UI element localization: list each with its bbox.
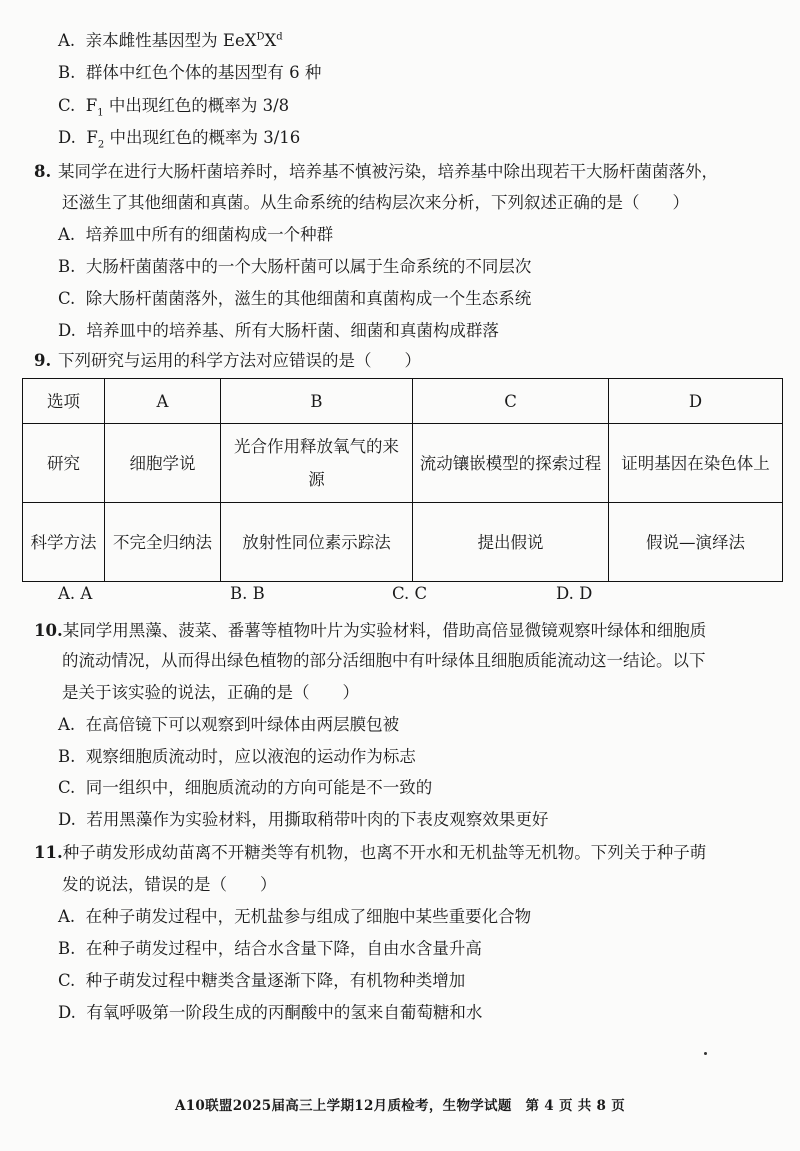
table-cell: 细胞学说: [105, 424, 221, 503]
table-cell: 研究: [23, 424, 105, 503]
table-cell: 选项: [23, 379, 105, 424]
table-cell: 流动镶嵌模型的探索过程: [413, 424, 609, 503]
q10-stem-cont: 是关于该实验的说法，正确的是（ ）: [62, 683, 359, 702]
table-cell: C: [413, 379, 609, 424]
q8-option-c: C. 除大肠杆菌菌落外，滋生的其他细菌和真菌构成一个生态系统: [58, 289, 532, 308]
q9-answer-c: C. C: [392, 584, 428, 603]
table-cell: 科学方法: [23, 503, 105, 582]
table-cell: A: [105, 379, 221, 424]
q7-option-d: D. $F_2$ 中出现红色的概率为 3/16: [58, 128, 301, 151]
q10-option-a: A. 在高倍镜下可以观察到叶绿体由两层膜包被: [58, 715, 400, 734]
table-row: [23, 424, 783, 503]
q9-answer-b: B. B: [230, 584, 265, 603]
q11-option-a: A. 在种子萌发过程中，无机盐参与组成了细胞中某些重要化合物: [58, 907, 532, 926]
q9-number: 9.: [34, 351, 52, 370]
q8-stem: 8. 某同学在进行大肠杆菌培养时，培养基不慎被污染，培养基中除出现若干大肠杆菌菌落外，: [34, 159, 718, 185]
page-footer: A10联盟2025届高三上学期12月质检考，生物学试题 第 4 页 共 8 页: [174, 1098, 626, 1114]
table-cell: 证明基因在染色体上: [609, 424, 783, 503]
q11-option-b: B. 在种子萌发过程中，结合水含量下降，自由水含量升高: [58, 939, 482, 958]
q9-stem: 9. 下列研究与运用的科学方法对应错误的是（ ）: [34, 348, 421, 374]
q8-stem-cont: 还滋生了其他细菌和真菌。从生命系统的结构层次来分析，下列叙述正确的是（ ）: [62, 193, 689, 212]
q8-option-b: B. 大肠杆菌菌落中的一个大肠杆菌可以属于生命系统的不同层次: [58, 257, 532, 276]
q11-option-d: D. 有氧呼吸第一阶段生成的丙酮酸中的氢来自葡萄糖和水: [58, 1003, 483, 1022]
q9-answer-a: A. A: [58, 584, 93, 603]
table-cell: 假说—演绎法: [609, 503, 783, 582]
q10-option-c: C. 同一组织中，细胞质流动的方向可能是不一致的: [58, 778, 433, 797]
q11-option-c: C. 种子萌发过程中糖类含量逐渐下降，有机物种类增加: [58, 971, 466, 990]
table-cell: 光合作用释放氧气的来源: [221, 424, 413, 503]
table-cell: B: [221, 379, 413, 424]
table-cell: 提出假说: [413, 503, 609, 582]
table-cell: D: [609, 379, 783, 424]
table-cell: 不完全归纳法: [105, 503, 221, 582]
q9-methods-table: [22, 378, 783, 582]
table-row: [23, 503, 783, 582]
q7-option-a: A. 亲本雌性基因型为 $EeX^DX^d$: [58, 31, 283, 50]
table-cell: 放射性同位素示踪法: [221, 503, 413, 582]
q10-option-d: D. 若用黑藻作为实验材料，用撕取稍带叶肉的下表皮观察效果更好: [58, 810, 549, 829]
scan-dot: [704, 1052, 707, 1055]
q11-stem-cont: 发的说法，错误的是（ ）: [62, 875, 277, 894]
q9-answer-d: D. D: [556, 584, 593, 603]
q10-stem: 10.某同学用黑藻、菠菜、番薯等植物叶片为实验材料，借助高倍显微镜观察叶绿体和细胞质: [34, 618, 706, 644]
q8-option-d: D. 培养皿中的培养基、所有大肠杆菌、细菌和真菌构成群落: [58, 321, 499, 340]
q8-number: 8.: [34, 162, 52, 181]
table-header-row: [23, 379, 783, 424]
q11-number: 11.: [34, 843, 63, 862]
q11-stem: 11.种子萌发形成幼苗离不开糖类等有机物，也离不开水和无机盐等无机物。下列关于种子萌: [34, 840, 706, 866]
q7-option-c: C. $F_1$ 中出现红色的概率为 3/8: [58, 96, 290, 119]
q8-option-a: A. 培养皿中所有的细菌构成一个种群: [58, 225, 334, 244]
q10-number: 10.: [34, 621, 63, 640]
q10-stem-cont: 的流动情况，从而得出绿色植物的部分活细胞中有叶绿体且细胞质能流动这一结论。以下: [62, 651, 706, 670]
q7-option-b: B. 群体中红色个体的基因型有 6 种: [58, 63, 322, 82]
q10-option-b: B. 观察细胞质流动时，应以液泡的运动作为标志: [58, 747, 416, 766]
